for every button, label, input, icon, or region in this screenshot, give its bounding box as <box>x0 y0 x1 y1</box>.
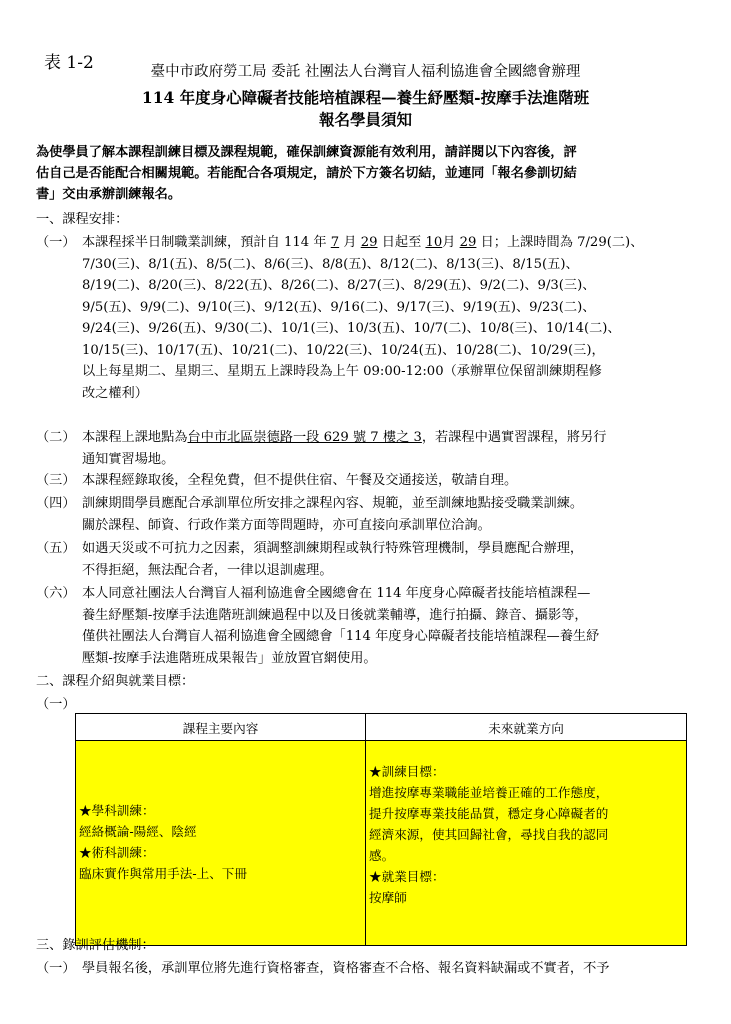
item3-block <box>82 470 517 492</box>
schedule-line: 9/5(五)、9/9(二)、9/10(三)、9/12(五)、9/16(二)、9/17(三)、9/19(五)、9/23(二)、 <box>82 299 596 315</box>
course-table <box>75 713 687 946</box>
item6-block <box>82 583 599 669</box>
organizer-line: 臺中市政府勞工局 委託 社團法人台灣盲人福利協進會全國總會辦理 <box>150 64 581 80</box>
career-line: 提升按摩專業技能品質，穩定身心障礙者的 <box>369 806 609 821</box>
career-line: 感。 <box>369 848 395 863</box>
item6-label: （六） <box>36 586 76 601</box>
item2-block <box>82 427 606 470</box>
class-address: 台中市北區崇德路一段 629 號 7 樓之 3 <box>187 430 422 445</box>
item5-line2: 不得拒絕，無法配合者，一律以退訓處理。 <box>82 562 333 578</box>
section3-item1-label: （一） <box>36 961 76 976</box>
item5-block <box>82 538 583 581</box>
end-month: 10 <box>425 235 443 250</box>
item2-label: （二） <box>36 430 76 445</box>
content-line: 經絡概論-陽經、陰經 <box>79 824 197 839</box>
section2-sub-label: （一） <box>36 697 76 712</box>
content-line: ★學科訓練： <box>79 803 155 818</box>
course-content-cell <box>76 741 366 946</box>
intro-paragraph <box>36 142 696 205</box>
section3-item1-line1: 學員報名後，承訓單位將先進行資格審查，資格審查不合格、報名資料缺漏或不實者，不予 <box>82 961 610 976</box>
item4-line1: 訓練期間學員應配合承訓單位所安排之課程內容、規範，並至訓練地點接受職業訓練。 <box>82 496 584 511</box>
content-line: 臨床實作與常用手法-上、下冊 <box>79 866 247 881</box>
schedule-line: 以上每星期二、星期三、星期五上課時段為上午 09:00-12:00（承辦單位保留訓練期程修 <box>82 364 602 379</box>
item5-label: （五） <box>36 541 76 556</box>
item5-line1: 如遇天災或不可抗力之因素，須調整訓練期程或執行特殊管理機制，學員應配合辦理， <box>82 541 584 556</box>
item6-line4: 壓類-按摩手法進階班成果報告」並放置官網使用。 <box>82 650 377 666</box>
section3-title: 三、錄訓評估機制： <box>36 938 155 953</box>
career-line: 經濟來源，使其回歸社會，尋找自我的認同 <box>369 827 609 842</box>
intro-line: 為使學員了解本課程訓練目標及課程規範，確保訓練資源能有效利用，請詳閱以下內容後，評 <box>36 145 577 160</box>
item2-line2: 通知實習場地。 <box>82 451 175 467</box>
item1-label: （一） <box>36 235 76 250</box>
item6-line1: 本人同意社團法人台灣盲人福利協進會全國總會在 114 年度身心障礙者技能培植課程— <box>82 586 591 601</box>
section1-title: 一、課程安排： <box>36 212 129 227</box>
schedule-line: 10/15(三)、10/17(五)、10/21(二)、10/22(三)、10/24(五)、10/28(二)、10/29(三)， <box>82 342 605 358</box>
item1-line1: 本課程採半日制職業訓練，預計自 114 年 7 月 29 日起至 10月 29 日；上課時間為 7/29(二)、 <box>82 235 644 250</box>
form-code: 表 1-2 <box>44 53 94 73</box>
intro-line: 書」交由承辦訓練報名。 <box>36 187 182 202</box>
item3-label: （三） <box>36 473 76 488</box>
item1-block <box>82 232 643 404</box>
item6-line2: 養生紓壓類-按摩手法進階班訓練過程中以及日後就業輔導，進行拍攝、錄音、攝影等， <box>82 607 588 623</box>
item3-line1: 本課程經錄取後，全程免費，但不提供住宿、午餐及交通接送，敬請自理。 <box>82 473 518 488</box>
intro-line: 估自己是否能配合相關規範。若能配合各項規定，請於下方簽名切結，並連同「報名參訓切結 <box>36 166 577 181</box>
schedule-line: 8/19(二)、8/20(三)、8/22(五)、8/26(二)、8/27(三)、8/29(五)、9/2(二)、9/3(三)、 <box>82 278 596 293</box>
item2-line1: 本課程上課地點為台中市北區崇德路一段 629 號 7 樓之 3，若課程中遇實習課程，將另行 <box>82 430 607 445</box>
start-day: 29 <box>360 235 378 250</box>
content-line: ★術科訓練： <box>79 845 155 860</box>
end-day: 29 <box>459 235 477 250</box>
schedule-line: 改之權利） <box>82 385 148 401</box>
career-line: ★就業目標： <box>369 869 445 884</box>
item4-line2: 關於課程、師資、行政作業方面等問題時，亦可直接向承訓單位洽詢。 <box>82 517 491 533</box>
career-line: 增進按摩專業職能並培養正確的工作態度， <box>369 785 609 800</box>
schedule-line: 9/24(三)、9/26(五)、9/30(二)、10/1(三)、10/3(五)、10/7(二)、10/8(三)、10/14(二)、 <box>82 321 621 336</box>
document-title: 報名學員須知 <box>318 110 412 129</box>
section2-title: 二、課程介紹與就業目標： <box>36 674 195 689</box>
item4-label: （四） <box>36 496 76 511</box>
career-line: 按摩師 <box>369 890 407 905</box>
item4-block <box>82 493 583 536</box>
career-direction-cell <box>366 741 687 946</box>
table-header-career: 未來就業方向 <box>366 714 687 741</box>
course-title: 114 年度身心障礙者技能培植課程—養生紓壓類-按摩手法進階班 <box>141 88 590 107</box>
start-month: 7 <box>330 235 340 250</box>
table-header-content: 課程主要內容 <box>76 714 366 741</box>
schedule-line: 7/30(三)、8/1(五)、8/5(二)、8/6(三)、8/8(五)、8/12(二)、8/13(三)、8/15(五)、 <box>82 256 579 272</box>
career-line: ★訓練目標： <box>369 764 445 779</box>
item6-line3: 僅供社團法人台灣盲人福利協進會全國總會「114 年度身心障礙者技能培植課程—養生紓 <box>82 629 600 644</box>
